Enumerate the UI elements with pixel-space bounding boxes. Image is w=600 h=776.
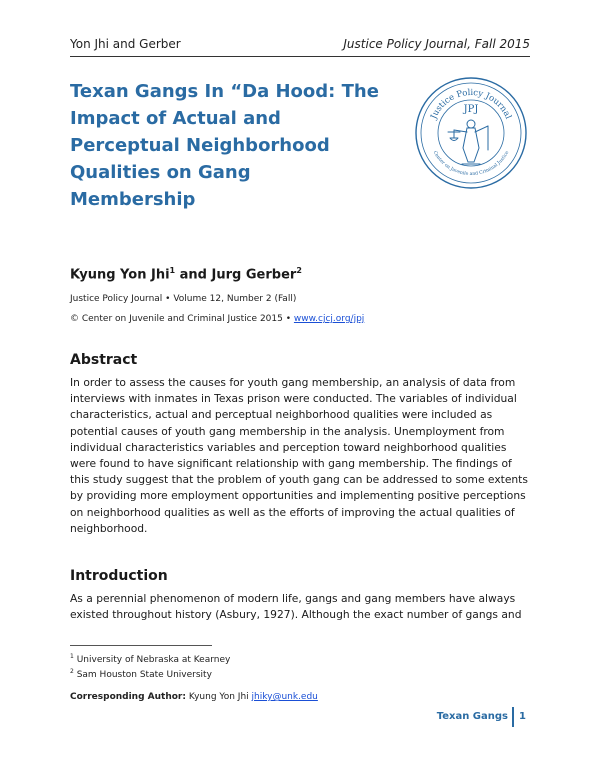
footnote-marker: 1 (70, 653, 74, 660)
header-rule (70, 56, 530, 57)
author-line (70, 266, 302, 282)
seal-bottom-text: Center on Juvenile and Criminal Justice (431, 150, 511, 178)
citation-copyright (70, 314, 364, 324)
footer-short-title: Texan Gangs (436, 711, 508, 722)
email-link[interactable]: jhiky@unk.edu (251, 692, 318, 702)
abstract-heading: Abstract (70, 352, 138, 368)
seal-top-text: Justice Policy Journal (429, 87, 513, 121)
corresponding-author (70, 692, 318, 702)
corresponding-label: Corresponding Author: (70, 692, 186, 702)
author-name: Kyung Yon Jhi (70, 267, 170, 283)
citation-copyright-text: © Center on Juvenile and Criminal Justice 2015 • (70, 314, 292, 324)
footer-divider (512, 707, 514, 727)
footnote-text: Sam Houston State University (76, 670, 212, 680)
footnote-marker: 1 (169, 266, 176, 275)
header-journal: Justice Policy Journal, Fall 2015 (343, 37, 530, 51)
footnote-rule (70, 645, 212, 646)
corresponding-name: Kyung Yon Jhi (188, 692, 249, 702)
author-connector: and (179, 267, 207, 283)
footnote-marker: 2 (296, 266, 302, 275)
footnote (70, 668, 212, 680)
citation-volume: Justice Policy Journal • Volume 12, Number 2 (Fall) (70, 294, 297, 304)
journal-seal-logo (414, 76, 528, 190)
abstract-text: In order to assess the causes for youth gang membership, an analysis of data from interviews with inmates in Texas prison were conducted. The variables of individual characteristics, actual and perceptual neighborhood qualities were included as potential causes of youth gang membership in the analysis. Unemployment from individual characteristics variables and perception toward neighborhood qualities were found to have significant relationship with gang membership. The findings of this study suggest that the problem of youth gang can be addressed to some extents by providing more employment opportunities and implementing positive perceptions on neighborhood qualities as well as the efforts of improving the actual qualities of neighborhood. (70, 376, 528, 535)
introduction-heading: Introduction (70, 568, 168, 584)
svg-text:Center on Juvenile and Crimina (432, 150, 511, 177)
footnote-marker: 2 (70, 668, 74, 675)
seal-initials: JPJ (463, 104, 479, 115)
lady-justice-icon (448, 120, 488, 164)
introduction-text: As a perennial phenomenon of modern life, gangs and gang members have always existed throughout history (Asbury, 1927). Although the exact number of gangs and (70, 592, 522, 622)
journal-link[interactable]: www.cjcj.org/jpj (293, 314, 365, 324)
article-title: Texan Gangs In “Da Hood: The Impact of Actual and Perceptual Neighborhood Qualities on Gang Membership (70, 81, 379, 210)
author-name: Jurg Gerber (211, 267, 297, 283)
footnote (70, 653, 230, 665)
footnote-text: University of Nebraska at Kearney (76, 655, 231, 665)
header-author: Yon Jhi and Gerber (70, 37, 181, 51)
page-number: 1 (519, 711, 526, 722)
